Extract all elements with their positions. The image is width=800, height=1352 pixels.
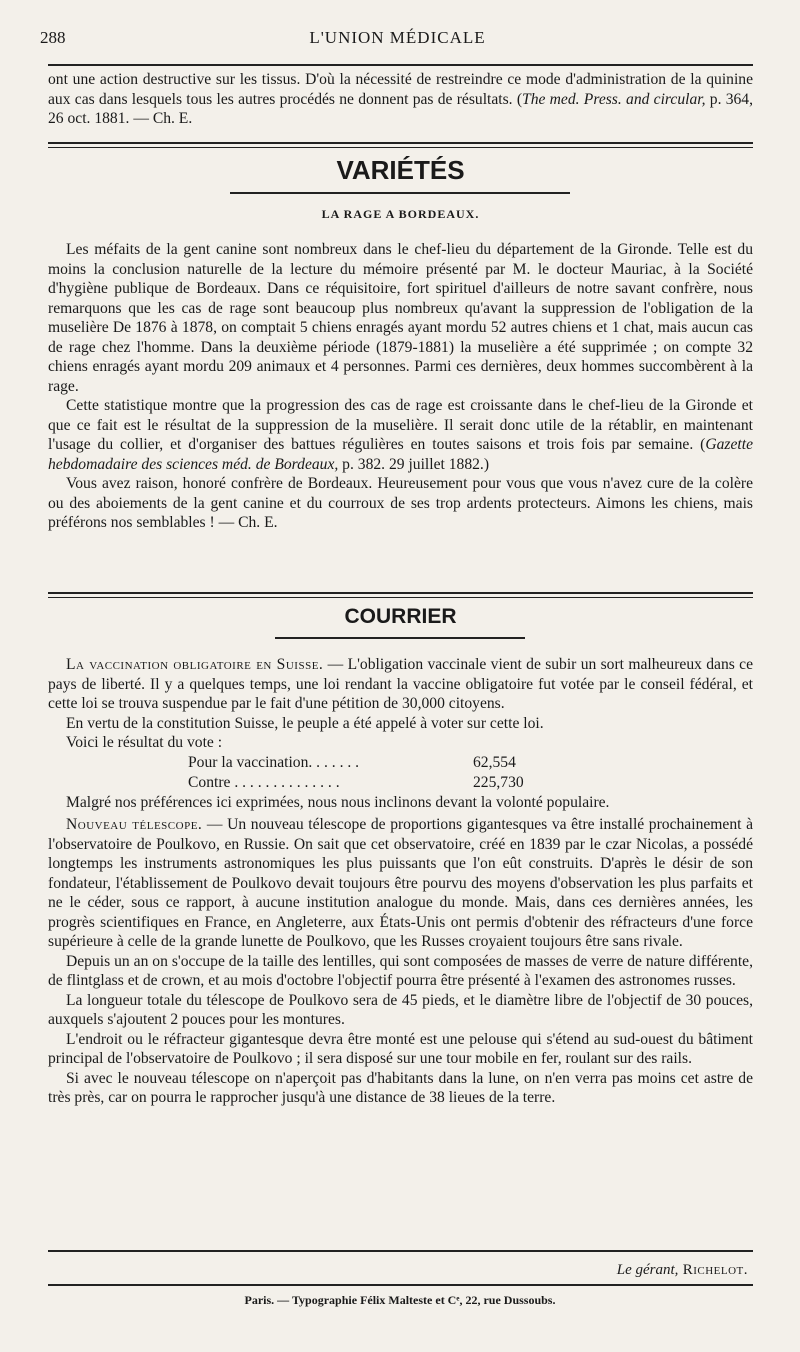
vote-results-table [188, 753, 524, 793]
rage-paragraph-2-tail: p. 382. 29 juillet 1882.) [338, 455, 490, 473]
signature-name: Richelot. [678, 1262, 748, 1278]
telescope-paragraph-3: La longueur totale du télescope de Poulkovo sera de 45 pieds, et le diamètre libre de l'objectif de 30 pouces, auxquels s'ajoutent 2 pouces pour les montures. [48, 991, 753, 1028]
vaccination-paragraph-2: En vertu de la constitution Suisse, le peuple a été appelé à voter sur cette loi. [66, 714, 544, 732]
vote-value: 62,554 [473, 753, 516, 771]
telescope-paragraph-1 [48, 815, 753, 952]
courrier-rule-top [48, 592, 753, 594]
rage-paragraph-2 [48, 396, 753, 474]
page-header [40, 28, 755, 54]
signature [617, 1262, 748, 1279]
section-rule-bottom [48, 147, 753, 148]
rage-paragraph-1: Les méfaits de la gent canine sont nombreux dans le chef-lieu du département de la Gironde. Telle est du moins la conclusion naturelle de la lecture du mémoire présenté par M. le docteur Mauriac, à la Société d'hygiène publique de Bordeaux. Dans ce réquisitoire, fort spirituel d'ailleurs de notre savant confrère, nous remarquons que les cas de rage sont beaucoup plus nombreux qu'avant la suppression de l'obligation de la muselière De 1876 à 1878, on comptait 5 chiens enragés ayant mordu 52 autres chiens et 1 chat, mais aucun cas de rage chez l'homme. Dans la deuxième période (1879-1881) la muselière a été supprimée ; on compte 32 chiens enragés ayant mordu 209 animaux et 4 personnes. Parmi ces dernières, deux hommes succombèrent à la rage. [48, 241, 753, 395]
vaccination-heading: La vaccination obligatoire en Suisse. [66, 656, 324, 673]
vote-label: Pour la vaccination. . . . . . . [188, 753, 360, 771]
signature-prefix: Le gérant, [616, 1262, 679, 1278]
telescope-paragraph-4: L'endroit ou le réfracteur gigantesque devra être monté est une pelouse qui s'étend au sud-ouest du bâtiment principal de l'observatoire de Poulkovo ; il sera disposé sur une tour mobile en fer, roulant sur des rails. [48, 1030, 753, 1067]
header-rule [48, 64, 753, 66]
vaccination-paragraph-3: Voici le résultat du vote : [66, 734, 223, 751]
courrier-underline [275, 637, 525, 639]
page-number: 288 [40, 28, 66, 47]
telescope-paragraph-2: Depuis un an on s'occupe de la taille des lentilles, qui sont composées de masses de verre de nature différente, de flintglass et de crown, et au mois d'octobre l'objectif pourra être présenté à l'examen des astronomes russes. [48, 952, 753, 989]
rage-paragraph-3: Vous avez raison, honoré confrère de Bordeaux. Heureusement pour vous que vous n'avez cure de la colère ou des aboiements de la gent canine et du courroux de ses trop ardents protecteurs. Aimons les chiens, mais préférons nos semblables ! — Ch. E. [48, 475, 753, 531]
varietes-title: VARIÉTÉS [336, 155, 465, 185]
vote-row [188, 773, 524, 793]
courrier-rule-bottom [48, 597, 753, 598]
intro-paragraph [48, 70, 753, 129]
vote-row [188, 753, 524, 773]
imprint-rule [48, 1284, 753, 1286]
telescope-paragraph-5: Si avec le nouveau télescope on n'aperçoit pas d'habitants dans la lune, on n'en verra pas moins cet astre de très près, car on pourra le rapprocher jusqu'à une distance de 38 lieues de la terre. [48, 1069, 753, 1106]
section-rule-top [48, 142, 753, 144]
vote-label: Contre . . . . . . . . . . . . . . [188, 773, 340, 791]
varietes-subtitle: LA RAGE A BORDEAUX. [321, 207, 480, 221]
rage-paragraph-2-source: Gazette hebdomadaire des sciences méd. de Bordeaux, [48, 436, 753, 473]
varietes-body [48, 240, 753, 533]
rage-paragraph-2-text: Cette statistique montre que la progression des cas de rage est croissante dans le chef-lieu de la Gironde et que ce fait est le résultat de la suppression de la muselière. Il serait donc utile de la rétablir, en maintenant l'usage du collier, et d'organiser des battues régulières en toutes saisons et trois fois par semaine. ( [48, 397, 753, 453]
courrier-title: COURRIER [344, 605, 457, 628]
vaccination-paragraph-1-text: — L'obligation vaccinale vient de subir un sort malheureux dans ce pays de liberté. Il y a quelques temps, une loi rendant la vaccine obligatoire fut votée par le conseil fédéral, et cette loi se trouva suspendue par le fait d'une pétition de 30,000 citoyens. [48, 656, 754, 712]
printer-imprint: Paris. — Typographie Félix Malteste et Cᵉ, 22, rue Dussoubs. [244, 1293, 556, 1307]
vote-value: 225,730 [473, 773, 524, 791]
running-title: L'UNION MÉDICALE [309, 28, 486, 47]
intro-source: The med. Press. and circular, [522, 90, 706, 108]
vaccination-paragraph-4: Malgré nos préférences ici exprimées, nous nous inclinons devant la volonté populaire. [66, 793, 610, 811]
courrier-body [48, 655, 753, 1108]
intro-text: ont une action destructive sur les tissus. D'où la nécessité de restreindre ce mode d'administration de la quinine aux cas dans lesquels tous les autres procédés ne donnent pas de résultats. ( [48, 71, 753, 108]
title-underline [230, 192, 570, 194]
intro-tail: p. 364, 26 oct. 1881. — Ch. E. [48, 90, 754, 127]
vaccination-paragraph-1 [48, 655, 753, 714]
footer-rule [48, 1250, 753, 1252]
telescope-heading: Nouveau télescope. [66, 816, 203, 833]
telescope-paragraph-1-text: — Un nouveau télescope de proportions gigantesques va être installé prochainement à l'observatoire de Poulkovo, en Russie. On sait que cet observatoire, créé en 1839 par le czar Nicolas, a possédé longtemps les instruments astronomiques les plus puissants que l'on eût construits. D'après le désir de son fondateur, l'établissement de Poulkovo devait toujours être pourvu des moyens d'observation les plus parfaits et ne le céder, sous ce rapport, à aucune institution analogue du monde. Mais, dans ces dernières années, les progrès scientifiques en France, en Angleterre, aux États-Unis ont permis d'obtenir des réfracteurs d'une force supérieure à celle de la grande lunette de Poulkovo, que les Russes croyaient toujours être sans rivale. [48, 816, 753, 950]
